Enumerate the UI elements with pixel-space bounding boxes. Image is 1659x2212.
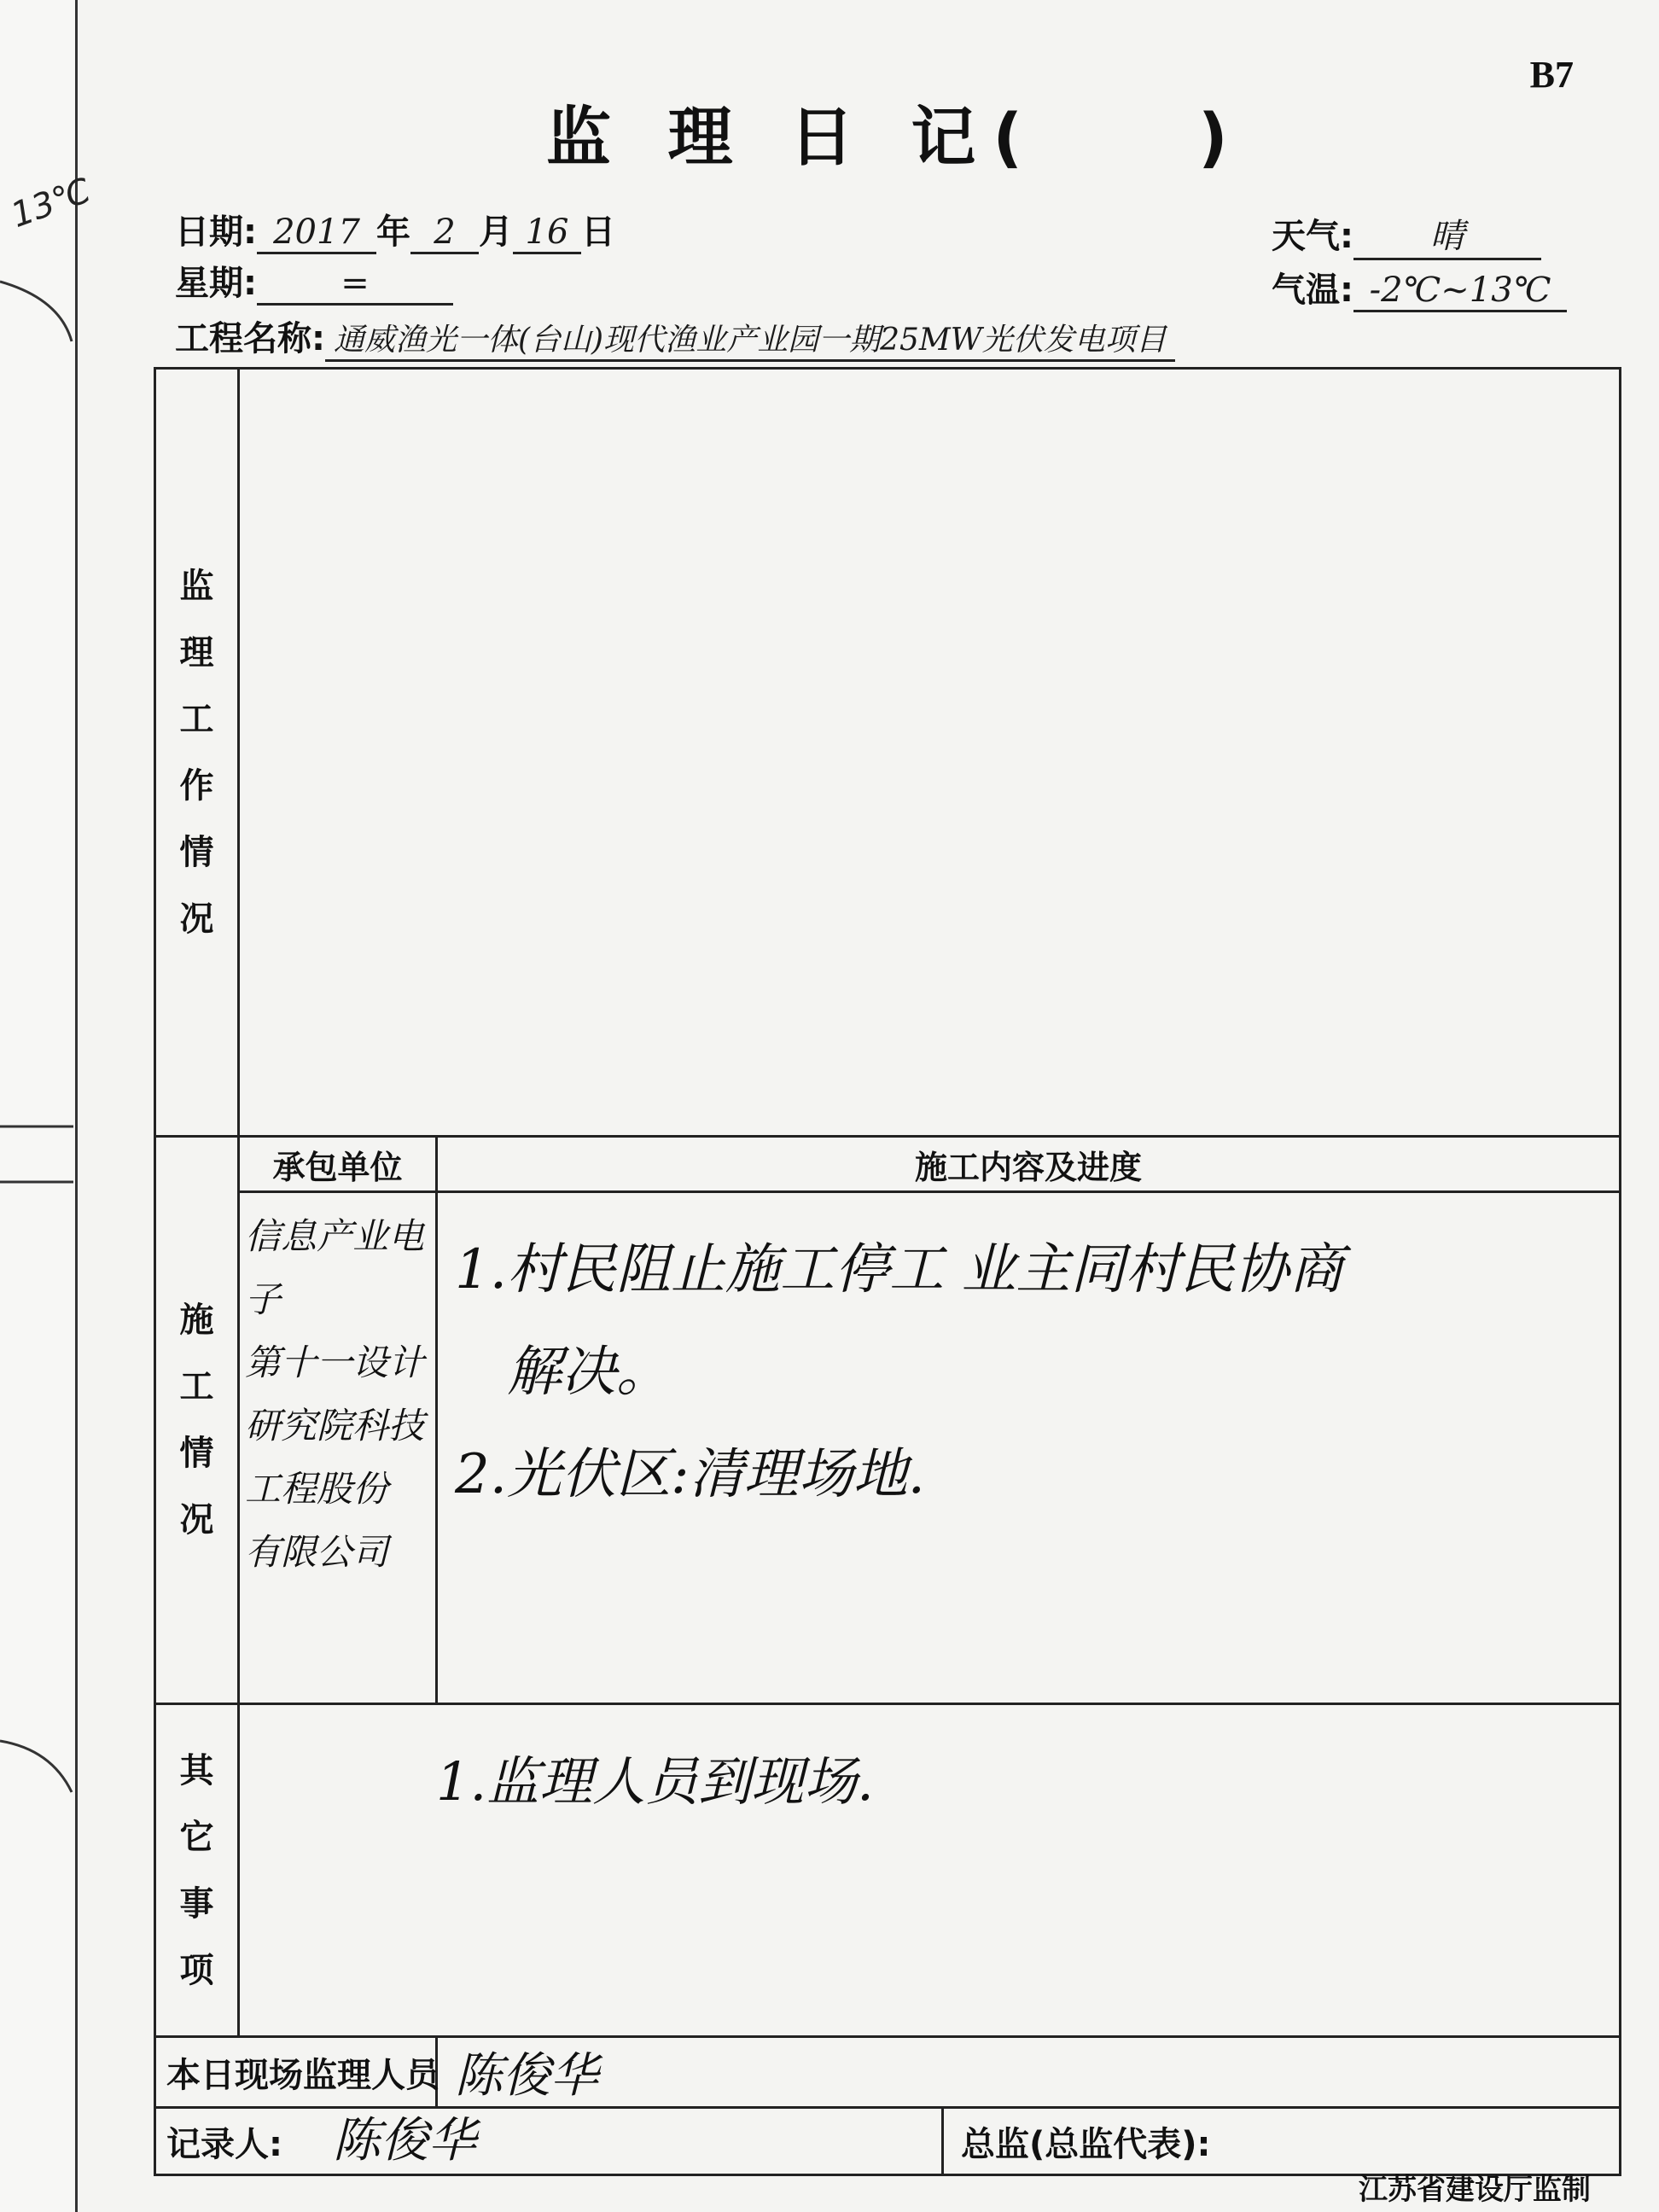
date-day: 16 <box>513 212 581 254</box>
date-year: 2017 <box>257 212 376 254</box>
date-month: 2 <box>410 212 479 254</box>
form-code: B7 <box>1529 54 1574 96</box>
contractor-name: 信息产业电子 第十一设计 研究院科技 工程股份 有限公司 <box>239 1192 437 1704</box>
supervision-log-table <box>154 367 1621 2176</box>
month-unit: 月 <box>479 212 513 252</box>
progress-header: 施工内容及进度 <box>437 1137 1621 1192</box>
weekday-row <box>175 256 453 306</box>
edge-handwriting: 13℃ <box>6 170 96 236</box>
date-row <box>175 205 615 254</box>
adjacent-page-lines <box>0 0 75 2212</box>
construction-label: 施 工 情 况 <box>155 1137 239 1704</box>
recorder-row <box>155 2108 1621 2175</box>
supervision-work-content <box>239 369 1621 1137</box>
construction-header-row <box>155 1137 1621 1192</box>
weekday-value: = <box>257 264 453 306</box>
chief-label: 总监(总监代表): <box>961 2124 1211 2164</box>
staff-signature: 陈俊华 <box>437 2037 1621 2108</box>
page-title: 监 理 日 记( ) <box>546 99 1245 175</box>
day-unit: 日 <box>581 212 615 252</box>
year-unit: 年 <box>376 212 410 252</box>
other-matters-label: 其 它 事 项 <box>155 1704 239 2037</box>
staff-row <box>155 2037 1621 2108</box>
weather-row <box>1272 209 1541 260</box>
staff-label: 本日现场监理人员 <box>155 2037 437 2108</box>
project-label: 工程名称: <box>175 319 325 358</box>
issuer-note: 江苏省建设厅监制 <box>1359 2173 1591 2207</box>
supervision-work-label: 监 理 工 作 情 况 <box>155 369 239 1137</box>
recorder-signature: 陈俊华 <box>333 2109 944 2174</box>
weather-label: 天气: <box>1272 217 1353 256</box>
weather-value: 晴 <box>1353 209 1541 260</box>
other-matters-content: 1.监理人员到现场. <box>239 1704 1621 2037</box>
recorder-label: 记录人: <box>166 2124 282 2164</box>
weekday-label: 星期: <box>175 264 257 303</box>
contractor-header: 承包单位 <box>239 1137 437 1192</box>
construction-content-row <box>155 1192 1621 1704</box>
other-matters-row <box>155 1704 1621 2037</box>
project-row <box>175 311 1175 362</box>
project-value: 通威渔光一体(台山)现代渔业产业园一期25MW光伏发电项目 <box>325 316 1175 362</box>
temperature-row <box>1272 263 1567 312</box>
temperature-label: 气温: <box>1272 271 1353 310</box>
supervision-work-row <box>155 369 1621 1137</box>
construction-progress: 1.村民阻止施工停工 业主同村民协商 解决。 2.光伏区:清理场地. <box>437 1192 1621 1704</box>
adjacent-page-edge <box>0 0 96 2212</box>
temperature-value: -2℃~13℃ <box>1353 271 1567 312</box>
date-label: 日期: <box>175 212 257 252</box>
